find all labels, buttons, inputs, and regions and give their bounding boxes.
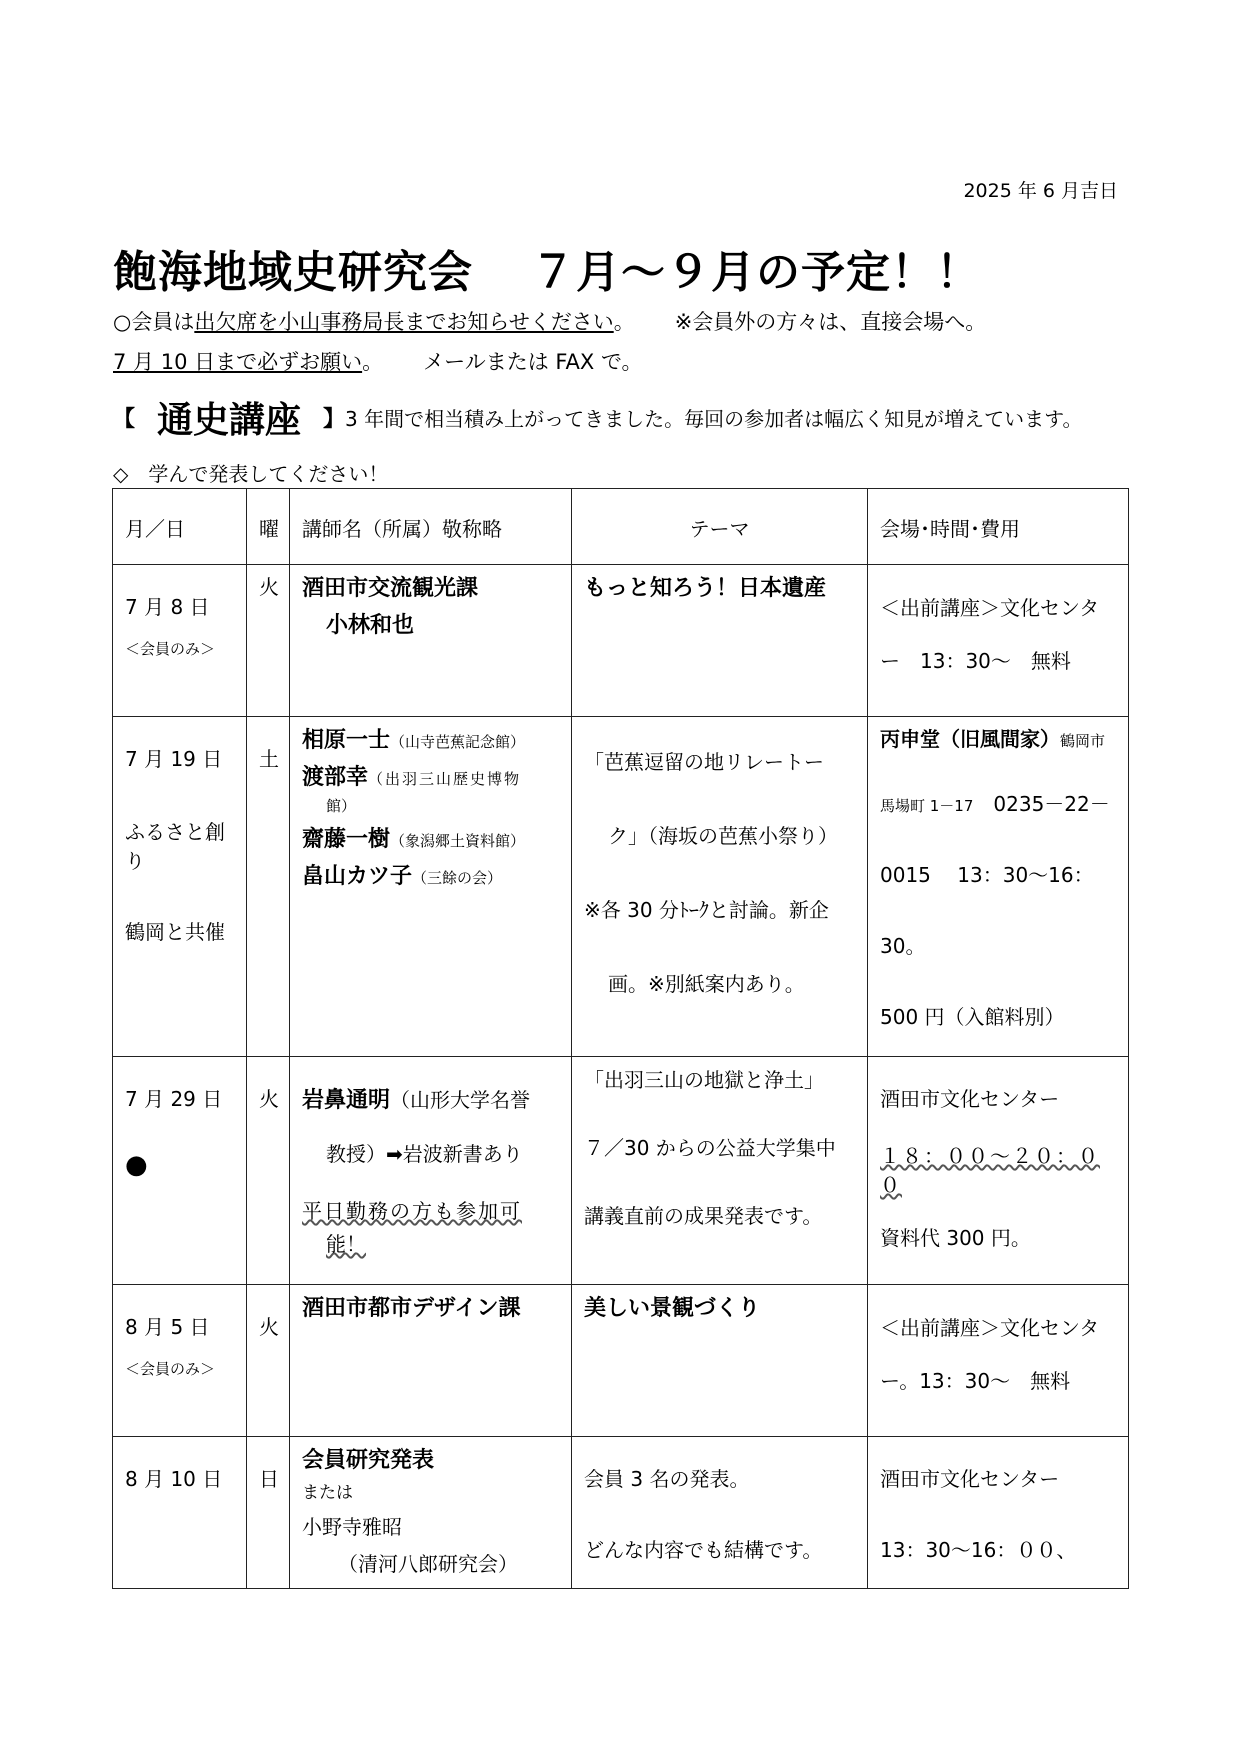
venue-name: 丙申堂（旧風間家） [880,727,1060,751]
row-date-note: ＜会員のみ＞ [125,1360,216,1378]
venue-line-1: ＜出前講座＞文化センタ [880,596,1100,620]
lecturer-affiliation: （三餘の会） [412,869,503,887]
theme-line: ク」（海坂の芭蕉小祭り） [608,824,838,848]
row-date: 7 月 8 日 [125,595,210,619]
venue-line-1: ＜出前講座＞文化センタ [880,1316,1100,1340]
venue-time-end: 30。 [880,934,926,958]
section-title: 通史講座 [157,400,302,441]
theme-title: 「出羽三山の地獄と浄土」 [584,1068,824,1092]
table-row [113,1057,1129,1285]
cell-date [113,1285,247,1437]
theme-line: 会員 3 名の発表。 [584,1467,750,1491]
lecturer-affiliation: （山形大学名誉 [390,1088,531,1112]
bracket-open: 【 [113,407,136,432]
venue-address: 馬場町 1－17 [880,797,974,815]
venue-phone-end: 0015 [880,863,931,887]
venue-line-2: ー 13：30～ 無料 [880,649,1071,673]
deadline-suffix: 。 [362,350,384,374]
cell-venue [868,717,1129,1057]
cell-lecturer [290,717,572,1057]
row-day: 火 [259,1315,279,1339]
lecturer-name: 小野寺雅昭 [302,1515,402,1539]
theme-line: 画。※別紙案内あり。 [608,972,805,996]
venue-time: １８：００～２０：００ [880,1144,1100,1197]
lecturer-org: 酒田市交流観光課 [302,576,479,601]
cell-date [113,1057,247,1285]
schedule-table [112,488,1129,1589]
notice-line-1 [113,306,986,336]
table-row [113,1285,1129,1437]
row-date-note: ＜会員のみ＞ [125,640,216,658]
venue-address-line [880,788,1116,817]
lecturer-affiliation: （清河八郎研究会） [338,1552,518,1576]
lecturer-name: 畠山カツ子 [302,864,413,889]
theme-text: もっと知ろう！日本遺産 [584,576,827,601]
issue-date: 2025 年 6 月吉日 [963,180,1118,202]
cell-venue [868,1285,1129,1437]
venue-phone: 0235－22－ [993,792,1110,816]
lecturer-name: 齋藤一樹 [302,827,391,852]
notice-prefix: ○会員は [113,310,195,334]
notice-right: ※会員外の方々は、直接会場へ。 [674,310,987,334]
page-title [113,236,981,300]
venue-line-1: 酒田市文化センター [880,1467,1060,1491]
cell-venue [868,1437,1129,1589]
bracket-close: 】 [323,407,346,432]
bullet-note: ◇ 学んで発表してください！ [113,462,389,486]
lecturer-entry [302,1063,559,1138]
row-day: 日 [259,1467,279,1491]
row-date: 8 月 5 日 [125,1315,210,1339]
title-sub: ７月～９月の予定！！ [531,247,981,298]
cell-lecturer [290,1437,572,1589]
theme-line: 講義直前の成果発表です。 [584,1204,823,1228]
cell-lecturer [290,1057,572,1285]
cell-date [113,717,247,1057]
venue-name-line [880,723,1116,752]
lecturer-org: 酒田市都市デザイン課 [302,1296,521,1321]
lecturer-name: 相原一士 [302,728,391,753]
header-lecturer: 講師名（所属）敬称略 [290,489,572,565]
lecturer-note: 平日勤務の方も参加可 [302,1199,522,1223]
lecturer-entry [302,760,559,791]
table-row [113,565,1129,717]
theme-line: ７／30 からの公益大学集中 [584,1136,836,1160]
cell-day: 火 [247,565,290,717]
cell-lecturer [290,1285,572,1437]
notice-underlined: 出欠席を小山事務局長までお知らせください [194,310,614,334]
cell-theme [572,1437,868,1589]
cell-day [247,1057,290,1285]
theme-line: 「芭蕉逗留の地リレートー [584,750,824,774]
cell-theme [572,717,868,1057]
row-date: 7 月 29 日 [125,1087,223,1111]
cell-theme [572,1057,868,1285]
row-date: 7 月 19 日 [125,747,223,771]
cell-date [113,565,247,717]
venue-time: 13：30～16： [957,863,1094,887]
table-row [113,717,1129,1057]
cell-theme [572,1285,868,1437]
notice-line-2 [113,346,643,376]
lecturer-name: 岩鼻通明 [302,1088,391,1113]
venue-city: 鶴岡市 [1060,732,1106,750]
venue-fee: 500 円（入館料別） [880,1005,1065,1029]
cell-theme [572,565,868,717]
table-header-row [113,489,1129,565]
lecturer-name: 小林和也 [326,613,415,638]
venue-line-1: 酒田市文化センター [880,1087,1060,1111]
lecturer-affiliation: （象潟郷土資料館） [390,832,526,850]
lecturer-affiliation: （山寺芭蕉記念館） [390,733,526,751]
row-day: 土 [259,747,279,771]
cell-venue [868,1057,1129,1285]
row-day: 火 [259,1087,279,1111]
lecturer-affiliation: 館） [326,797,357,815]
lecturer-or: または [302,1483,353,1503]
header-venue: 会場･時間･費用 [868,489,1129,565]
lecturer-affiliation: （出羽三山歴史博物 [368,770,522,788]
lecturer-name: 渡部幸 [302,765,369,790]
theme-text: 美しい景観づくり [584,1296,761,1321]
cell-day [247,1285,290,1437]
contact-method: メールまたは FAX で。 [423,350,643,374]
lecturer-note: 能！ [326,1232,366,1256]
cell-lecturer [290,565,572,717]
cell-venue [868,565,1129,717]
section-description: 3 年間で相当積み上がってきました。毎回の参加者は幅広く知見が増えています。 [345,407,1083,431]
section-heading [113,392,1083,443]
cell-day [247,717,290,1057]
header-theme: テーマ [572,489,868,565]
lecturer-entry [302,822,559,853]
row-date-note: ふるさと創り [125,820,225,873]
row-date: 8 月 10 日 [125,1467,223,1491]
venue-time-line [880,859,1116,888]
theme-line: どんな内容でも結構です。 [584,1538,823,1562]
cell-date [113,1437,247,1589]
cell-day [247,1437,290,1589]
row-date-note: 鶴岡と共催 [125,920,225,944]
deadline-underlined: 7 月 10 日まで必ずお願い [113,350,363,374]
theme-line: ※各 30 分ﾄｰｸと討論。新企 [584,898,829,922]
bullet-mark: ● [125,1150,148,1180]
title-main: 飽海地域史研究会 [113,247,473,298]
notice-suffix: 。 [613,310,635,334]
venue-line-2: 13：30～16：００、 [880,1538,1077,1562]
table-row [113,1437,1129,1589]
lecturer-entry [302,859,559,890]
venue-fee: 資料代 300 円。 [880,1226,1031,1250]
lecturer-affiliation: 教授）➡岩波新書あり [326,1142,523,1166]
lecturer-title: 会員研究発表 [302,1448,435,1473]
header-date: 月／日 [113,489,247,565]
lecturer-entry [302,723,559,754]
venue-line-2: ー。13：30～ 無料 [880,1369,1071,1393]
header-day: 曜 [247,489,290,565]
